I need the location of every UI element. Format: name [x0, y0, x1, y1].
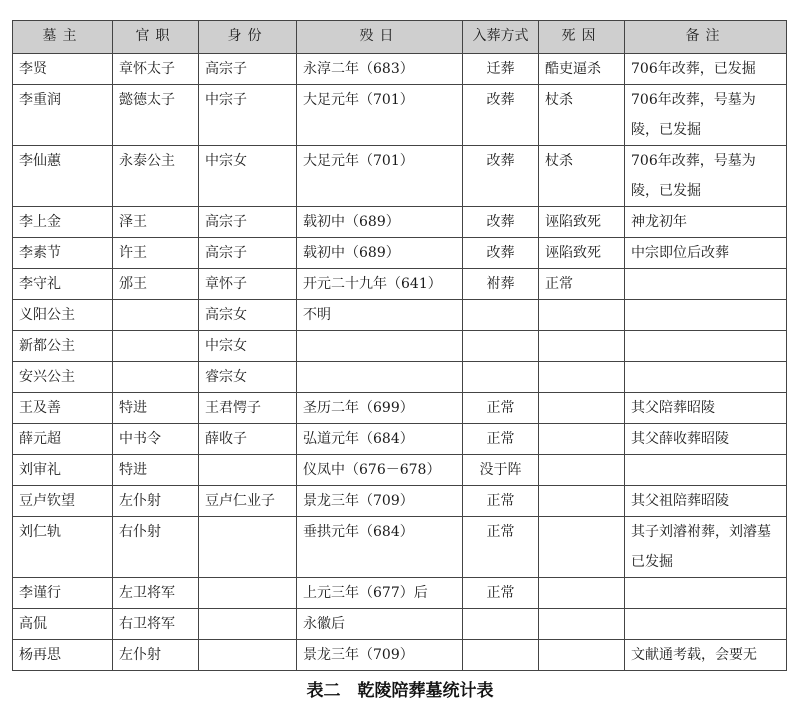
table-cell-identity: 高宗子 [199, 238, 297, 269]
table-cell-tomb-owner: 李守礼 [13, 269, 113, 300]
table-cell-tomb-owner: 刘审礼 [13, 455, 113, 486]
table-cell-burial-method [463, 300, 539, 331]
table-cell-tomb-owner: 李重润 [13, 85, 113, 146]
table-caption: 表二 乾陵陪葬墓统计表 [306, 681, 494, 701]
table-row [13, 609, 787, 640]
table-cell-remarks [625, 578, 787, 609]
header-cell-identity: 身份 [199, 21, 297, 54]
table-row [13, 393, 787, 424]
table-cell-identity: 中宗女 [199, 331, 297, 362]
table-row [13, 331, 787, 362]
table-cell-death-date: 永淳二年（683） [297, 54, 463, 85]
table-cell-cause-of-death: 诬陷致死 [539, 238, 625, 269]
table-cell-burial-method: 正常 [463, 517, 539, 578]
table-cell-burial-method: 祔葬 [463, 269, 539, 300]
table-cell-tomb-owner: 李仙蕙 [13, 146, 113, 207]
table-cell-office: 左仆射 [113, 486, 199, 517]
table-cell-identity: 睿宗女 [199, 362, 297, 393]
table-cell-identity: 高宗子 [199, 207, 297, 238]
table-cell-office: 懿德太子 [113, 85, 199, 146]
table-cell-death-date: 垂拱元年（684） [297, 517, 463, 578]
table-cell-tomb-owner: 刘仁轨 [13, 517, 113, 578]
table-cell-tomb-owner: 李上金 [13, 207, 113, 238]
table-cell-cause-of-death [539, 609, 625, 640]
table-row [13, 54, 787, 85]
table-cell-office: 右仆射 [113, 517, 199, 578]
table-cell-cause-of-death: 正常 [539, 269, 625, 300]
table-cell-remarks: 706年改葬，号墓为陵，已发掘 [625, 85, 787, 146]
table-cell-death-date: 上元三年（677）后 [297, 578, 463, 609]
table-cell-identity: 高宗女 [199, 300, 297, 331]
table-cell-remarks [625, 300, 787, 331]
table-cell-office: 许王 [113, 238, 199, 269]
table-row [13, 362, 787, 393]
table-row [13, 146, 787, 207]
table-cell-death-date: 载初中（689） [297, 207, 463, 238]
table-cell-office: 左卫将军 [113, 578, 199, 609]
table-cell-cause-of-death [539, 486, 625, 517]
table-cell-remarks: 其父陪葬昭陵 [625, 393, 787, 424]
table-cell-identity: 中宗子 [199, 85, 297, 146]
table-cell-office: 特进 [113, 393, 199, 424]
table-row [13, 578, 787, 609]
table-row [13, 517, 787, 578]
table-cell-tomb-owner: 李谨行 [13, 578, 113, 609]
table-cell-cause-of-death: 诬陷致死 [539, 207, 625, 238]
table-cell-burial-method: 改葬 [463, 238, 539, 269]
table-row [13, 455, 787, 486]
table-cell-identity: 高宗子 [199, 54, 297, 85]
table-cell-death-date: 圣历二年（699） [297, 393, 463, 424]
table-cell-burial-method [463, 640, 539, 671]
table-cell-remarks: 神龙初年 [625, 207, 787, 238]
table-cell-burial-method: 改葬 [463, 146, 539, 207]
table-cell-death-date: 仪凤中（676－678） [297, 455, 463, 486]
table-cell-death-date: 载初中（689） [297, 238, 463, 269]
header-cell-cause-of-death: 死因 [539, 21, 625, 54]
table-cell-cause-of-death [539, 517, 625, 578]
table-row [13, 300, 787, 331]
table-cell-cause-of-death [539, 331, 625, 362]
table-cell-burial-method: 正常 [463, 424, 539, 455]
table-row [13, 207, 787, 238]
table-cell-office: 左仆射 [113, 640, 199, 671]
table-container [12, 20, 786, 671]
table-cell-tomb-owner: 高侃 [13, 609, 113, 640]
table-cell-remarks: 文献通考载，会要无 [625, 640, 787, 671]
table-cell-tomb-owner: 王及善 [13, 393, 113, 424]
table-cell-office: 右卫将军 [113, 609, 199, 640]
table-cell-remarks [625, 331, 787, 362]
table-cell-death-date: 不明 [297, 300, 463, 331]
table-cell-remarks: 706年改葬，号墓为陵，已发掘 [625, 146, 787, 207]
table-cell-cause-of-death: 杖杀 [539, 85, 625, 146]
table-cell-identity [199, 517, 297, 578]
table-cell-cause-of-death: 酷吏逼杀 [539, 54, 625, 85]
table-cell-office [113, 331, 199, 362]
table-cell-identity: 豆卢仁业子 [199, 486, 297, 517]
table-cell-cause-of-death [539, 455, 625, 486]
table-cell-remarks [625, 269, 787, 300]
table-row [13, 269, 787, 300]
table-cell-death-date: 开元二十九年（641） [297, 269, 463, 300]
table-cell-cause-of-death [539, 362, 625, 393]
table-cell-tomb-owner: 李贤 [13, 54, 113, 85]
table-cell-remarks [625, 609, 787, 640]
table-cell-tomb-owner: 安兴公主 [13, 362, 113, 393]
tomb-statistics-table [12, 20, 787, 671]
table-cell-burial-method: 正常 [463, 393, 539, 424]
table-body [13, 54, 787, 671]
table-cell-remarks: 706年改葬，已发掘 [625, 54, 787, 85]
table-cell-office: 中书令 [113, 424, 199, 455]
table-cell-remarks [625, 362, 787, 393]
table-row [13, 85, 787, 146]
table-cell-death-date: 大足元年（701） [297, 146, 463, 207]
table-row [13, 424, 787, 455]
table-cell-identity: 中宗女 [199, 146, 297, 207]
table-cell-office: 泽王 [113, 207, 199, 238]
table-cell-identity [199, 578, 297, 609]
table-cell-burial-method [463, 362, 539, 393]
table-cell-tomb-owner: 李素节 [13, 238, 113, 269]
table-cell-tomb-owner: 义阳公主 [13, 300, 113, 331]
table-cell-cause-of-death [539, 640, 625, 671]
table-cell-office: 特进 [113, 455, 199, 486]
table-cell-death-date [297, 331, 463, 362]
table-cell-identity [199, 609, 297, 640]
table-cell-remarks: 其父祖陪葬昭陵 [625, 486, 787, 517]
table-cell-tomb-owner: 薛元超 [13, 424, 113, 455]
header-row [13, 21, 787, 54]
table-cell-death-date: 景龙三年（709） [297, 640, 463, 671]
table-cell-burial-method [463, 331, 539, 362]
table-cell-cause-of-death [539, 300, 625, 331]
table-cell-burial-method: 正常 [463, 578, 539, 609]
table-cell-cause-of-death [539, 424, 625, 455]
table-cell-remarks: 中宗即位后改葬 [625, 238, 787, 269]
table-cell-burial-method: 改葬 [463, 207, 539, 238]
table-cell-identity [199, 640, 297, 671]
table-cell-death-date: 大足元年（701） [297, 85, 463, 146]
table-row [13, 640, 787, 671]
table-row [13, 486, 787, 517]
table-cell-office: 邠王 [113, 269, 199, 300]
header-cell-office: 官职 [113, 21, 199, 54]
table-cell-cause-of-death [539, 578, 625, 609]
header-cell-remarks: 备注 [625, 21, 787, 54]
header-cell-burial-method: 入葬方式 [463, 21, 539, 54]
table-cell-office: 章怀太子 [113, 54, 199, 85]
table-cell-office [113, 300, 199, 331]
table-row [13, 238, 787, 269]
table-cell-burial-method: 没于阵 [463, 455, 539, 486]
table-cell-cause-of-death [539, 393, 625, 424]
table-cell-cause-of-death: 杖杀 [539, 146, 625, 207]
table-cell-remarks: 其子刘濬祔葬，刘濬墓已发掘 [625, 517, 787, 578]
table-cell-death-date: 景龙三年（709） [297, 486, 463, 517]
table-cell-remarks: 其父薛收葬昭陵 [625, 424, 787, 455]
table-cell-tomb-owner: 杨再思 [13, 640, 113, 671]
table-cell-identity: 薛收子 [199, 424, 297, 455]
table-cell-burial-method [463, 609, 539, 640]
header-cell-death-date: 殁日 [297, 21, 463, 54]
table-cell-identity: 章怀子 [199, 269, 297, 300]
table-cell-tomb-owner: 新都公主 [13, 331, 113, 362]
table-cell-remarks [625, 455, 787, 486]
table-cell-burial-method: 改葬 [463, 85, 539, 146]
table-cell-death-date: 永徽后 [297, 609, 463, 640]
table-cell-death-date: 弘道元年（684） [297, 424, 463, 455]
table-cell-burial-method: 正常 [463, 486, 539, 517]
table-cell-burial-method: 迁葬 [463, 54, 539, 85]
table-cell-tomb-owner: 豆卢钦望 [13, 486, 113, 517]
table-cell-office [113, 362, 199, 393]
table-cell-identity: 王君愕子 [199, 393, 297, 424]
header-cell-tomb-owner: 墓主 [13, 21, 113, 54]
table-cell-identity [199, 455, 297, 486]
table-cell-office: 永泰公主 [113, 146, 199, 207]
table-cell-death-date [297, 362, 463, 393]
